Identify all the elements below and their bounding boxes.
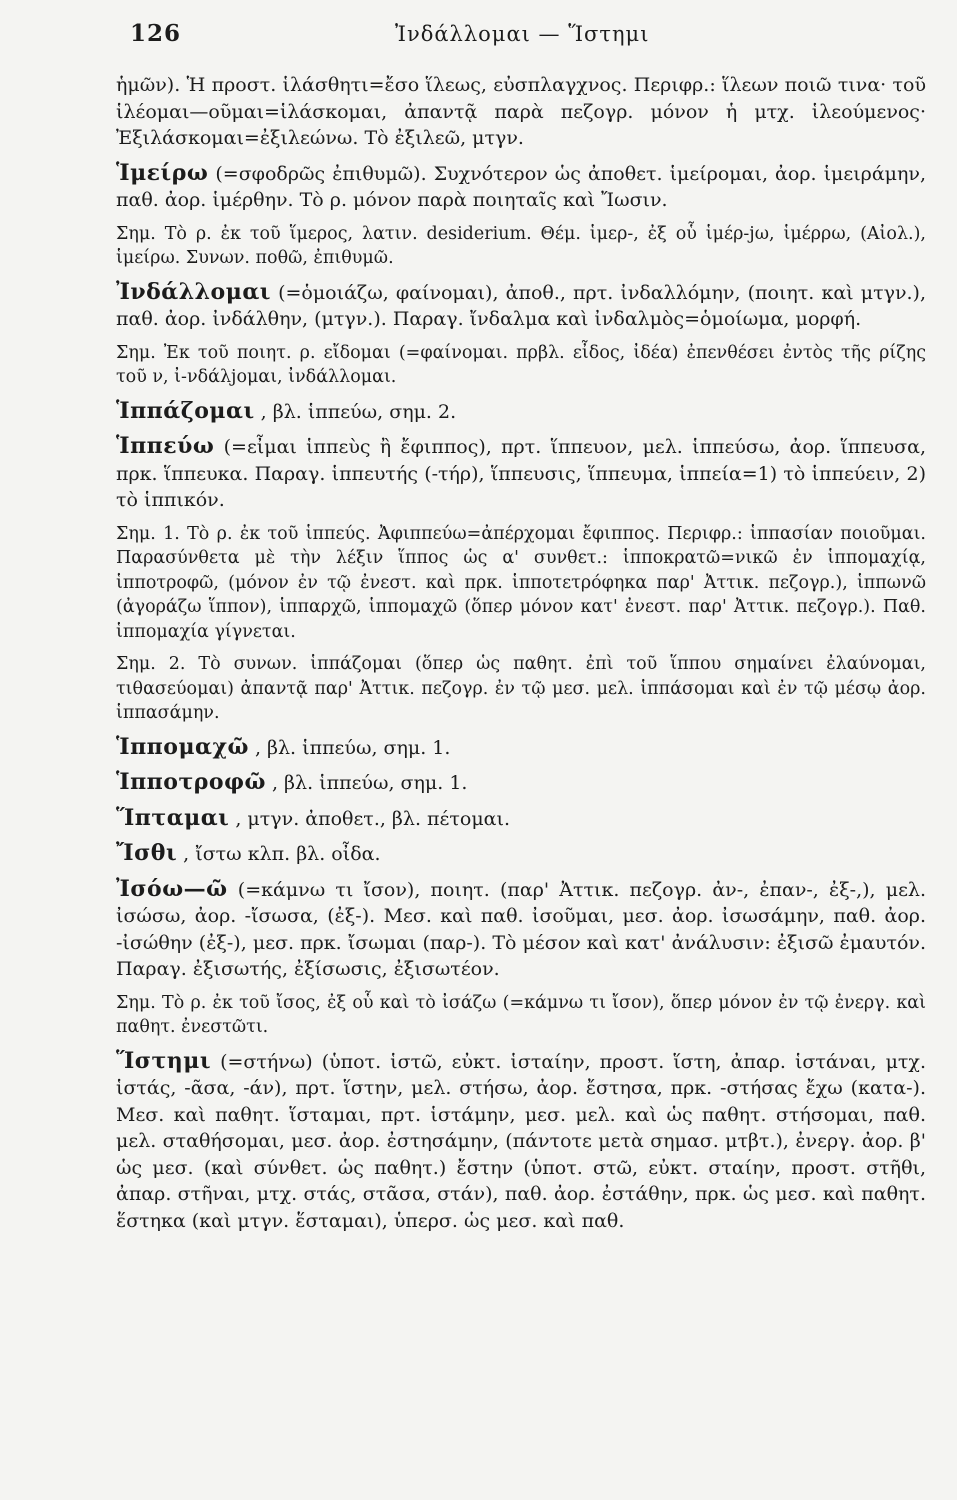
- dictionary-entry: [116, 398, 926, 426]
- entry-text: , βλ. ἱππεύω, σημ. 1.: [271, 772, 468, 794]
- entry-text: , ἴστω κλπ. βλ. οἶδα.: [183, 843, 381, 865]
- page-body: [116, 72, 926, 1242]
- page-number: 126: [130, 20, 182, 47]
- note-paragraph: [116, 652, 926, 726]
- dictionary-entry: [116, 769, 926, 797]
- page-header: [0, 18, 957, 58]
- dictionary-entry: [116, 1048, 926, 1235]
- entry-headword: Ἵστημι: [116, 1047, 212, 1074]
- entry-headword: Ἱμείρω: [116, 159, 209, 186]
- dictionary-entry: [116, 279, 926, 333]
- entry-headword: Ἱππεύω: [116, 433, 215, 459]
- entry-text: (=ὁμοιάζω, φαίνομαι), ἀποθ., πρτ. ἰνδαλλόμην, (ποιητ. καὶ μτγν.), παθ. ἀορ. ἰνδάλθην, (μτγν.). Παραγ. ἴνδαλμα καὶ ἰνδαλμὸς=ὁμοίωμα, μορφή.: [116, 281, 926, 330]
- note-text: Σημ. Τὸ ρ. ἐκ τοῦ ἵμερος, λατιν. desiderium. Θέμ. ἱμερ-, ἐξ οὗ ἱμέρ-jω, ἱμέρρω, (Αἰολ.), ἱμείρω. Συνων. ποθῶ, ἐπιθυμῶ.: [116, 223, 926, 268]
- dictionary-entry: [116, 805, 926, 833]
- entry-headword: Ἱππάζομαι: [116, 397, 255, 424]
- note-paragraph: [116, 991, 926, 1040]
- running-head: Ἰνδάλλομαι — Ἵστημι: [395, 22, 650, 46]
- note-text: Σημ. Ἐκ τοῦ ποιητ. ρ. εἴδομαι (=φαίνομαι. πρβλ. εἶδος, ἰδέα) ἐπενθέσει ἐντὸς τῆς ρίζης τοῦ ν, ἰ-νδάλjομαι, ἰνδάλλομαι.: [116, 342, 926, 387]
- note-paragraph: [116, 341, 926, 390]
- entry-text: (=σφοδρῶς ἐπιθυμῶ). Συχνότερον ὡς ἀποθετ. ἱμείρομαι, ἀορ. ἱμειράμην, παθ. ἀορ. ἱμέρθην. Τὸ ρ. μόνον παρὰ ποιηταῖς καὶ Ἴωσιν.: [116, 162, 927, 211]
- dictionary-entry: [116, 876, 926, 983]
- note-paragraph: [116, 522, 926, 645]
- note-text: Σημ. Τὸ ρ. ἐκ τοῦ ἴσος, ἐξ οὗ καὶ τὸ ἰσάζω (=κάμνω τι ἴσον), ὅπερ μόνον ἐν τῷ ἐνεργ. καὶ παθητ. ἐνεστῶτι.: [116, 992, 926, 1037]
- note-text: Σημ. 2. Τὸ συνων. ἱππάζομαι (ὅπερ ὡς παθητ. ἐπὶ τοῦ ἵππου σημαίνει ἐλαύνομαι, τιθασεύομαι) ἀπαντᾷ παρ' Ἀττικ. πεζογρ. ἐν τῷ μεσ. μελ. ἱππάσομαι καὶ ἐν τῷ μέσῳ ἀορ. ἱππασάμην.: [116, 654, 926, 723]
- entry-headword: Ἱπποτροφῶ: [116, 769, 266, 795]
- dictionary-entry: [116, 72, 926, 152]
- note-paragraph: [116, 222, 926, 271]
- note-text: Σημ. 1. Τὸ ρ. ἐκ τοῦ ἱππεύς. Ἀφιππεύω=ἀπέρχομαι ἔφιππος. Περιφρ.: ἱππασίαν ποιοῦμαι. Παρασύνθετα μὲ τὴν λέξιν ἵππος ὡς α' συνθετ.: ἱπποκρατῶ=νικῶ ἐν ἱππομαχίᾳ, ἱπποτροφῶ, (μόνον ἐν τῷ ἐνεστ. καὶ πρκ. ἱπποτετρόφηκα παρ' Ἀττικ. πεζογρ.), ἱππωνῶ (ἀγοράζω ἵππον), ἱππαρχῶ, ἱππομαχῶ (ὅπερ μόνον κατ' ἐνεστ. παρ' Ἀττικ. πεζογρ.). Παθ. ἱππομαχία γίγνεται.: [116, 523, 926, 642]
- entry-text: (=κάμνω τι ἴσον), ποιητ. (παρ' Ἀττικ. πεζογρ. ἀν-, ἐπαν-, ἐξ-,), μελ. ἰσώσω, ἀορ. -ἴσωσα, (ἐξ-). Μεσ. καὶ παθ. ἰσοῦμαι, μεσ. ἀορ. ἰσωσάμην, παθ. ἀορ. -ἰσώθην (ἐξ-), μεσ. πρκ. ἴσωμαι (παρ-). Τὸ μέσον καὶ κατ' ἀνάλυσιν: ἐξισῶ ἐμαυτόν. Παραγ. ἐξισωτής, ἐξίσωσις, ἐξισωτέον.: [116, 878, 927, 980]
- entry-text: (=εἶμαι ἱππεὺς ἢ ἔφιππος), πρτ. ἵππευον, μελ. ἱππεύσω, ἀορ. ἵππευσα, πρκ. ἵππευκα. Παραγ. ἱππευτής (-τήρ), ἵππευσις, ἵππευμα, ἱππεία=1) τὸ ἱππεύειν, 2) τὸ ἱππικόν.: [116, 436, 926, 511]
- entry-headword: Ἰσόω—ῶ: [116, 875, 228, 902]
- dictionary-entry: [116, 734, 926, 762]
- dictionary-entry: [116, 433, 926, 514]
- entry-text: (=στήνω) (ὑποτ. ἱστῶ, εὐκτ. ἱσταίην, προστ. ἵστη, ἀπαρ. ἱστάναι, μτχ. ἱστάς, -ᾶσα, -άν), πρτ. ἵστην, μελ. στήσω, ἀορ. ἔστησα, πρκ. -στήσας ἔχω (κατα-). Μεσ. καὶ παθητ. ἵσταμαι, πρτ. ἱστάμην, μεσ. μελ. καὶ ὡς παθητ. στήσομαι, παθ. μελ. σταθήσομαι, μεσ. ἀορ. ἐστησάμην, (πάντοτε μετὰ σημασ. μτβτ.), ἐνεργ. ἀορ. β' ὡς μεσ. (καὶ σύνθετ. ὡς παθητ.) ἔστην (ὑποτ. στῶ, εὐκτ. σταίην, προστ. στῆθι, ἀπαρ. στῆναι, μτχ. στάς, στᾶσα, στάν), παθ. ἀορ. ἐστάθην, πρκ. ὡς μεσ. καὶ παθητ. ἕστηκα (καὶ μτγν. ἕσταμαι), ὑπερσ. ὡς μεσ. καὶ παθ.: [116, 1050, 926, 1232]
- dictionary-entry: [116, 160, 926, 214]
- entry-text: , βλ. ἱππεύω, σημ. 2.: [260, 400, 457, 423]
- entry-text: ἡμῶν). Ἡ προστ. ἱλάσθητι=ἔσο ἵλεως, εὐσπλαγχνος. Περιφρ.: ἵλεων ποιῶ τινα· τοῦ ἱλέομαι—οῦμαι=ἱλάσκομαι, ἀπαντᾷ παρὰ πεζογρ. μόνον ἡ μτχ. ἱλεούμενος· Ἐξιλάσκομαι=ἐξιλεώνω. Τὸ ἐξιλεῶ, μτγν.: [116, 74, 926, 149]
- entry-text: , βλ. ἱππεύω, σημ. 1.: [254, 736, 451, 759]
- entry-headword: Ἴσθι: [116, 840, 178, 866]
- entry-headword: Ἱππομαχῶ: [116, 733, 249, 760]
- dictionary-entry: [116, 840, 926, 868]
- entry-text: , μτγν. ἀποθετ., βλ. πέτομαι.: [235, 807, 510, 830]
- entry-headword: Ἵπταμαι: [116, 804, 230, 831]
- entry-headword: Ἰνδάλλομαι: [116, 278, 271, 305]
